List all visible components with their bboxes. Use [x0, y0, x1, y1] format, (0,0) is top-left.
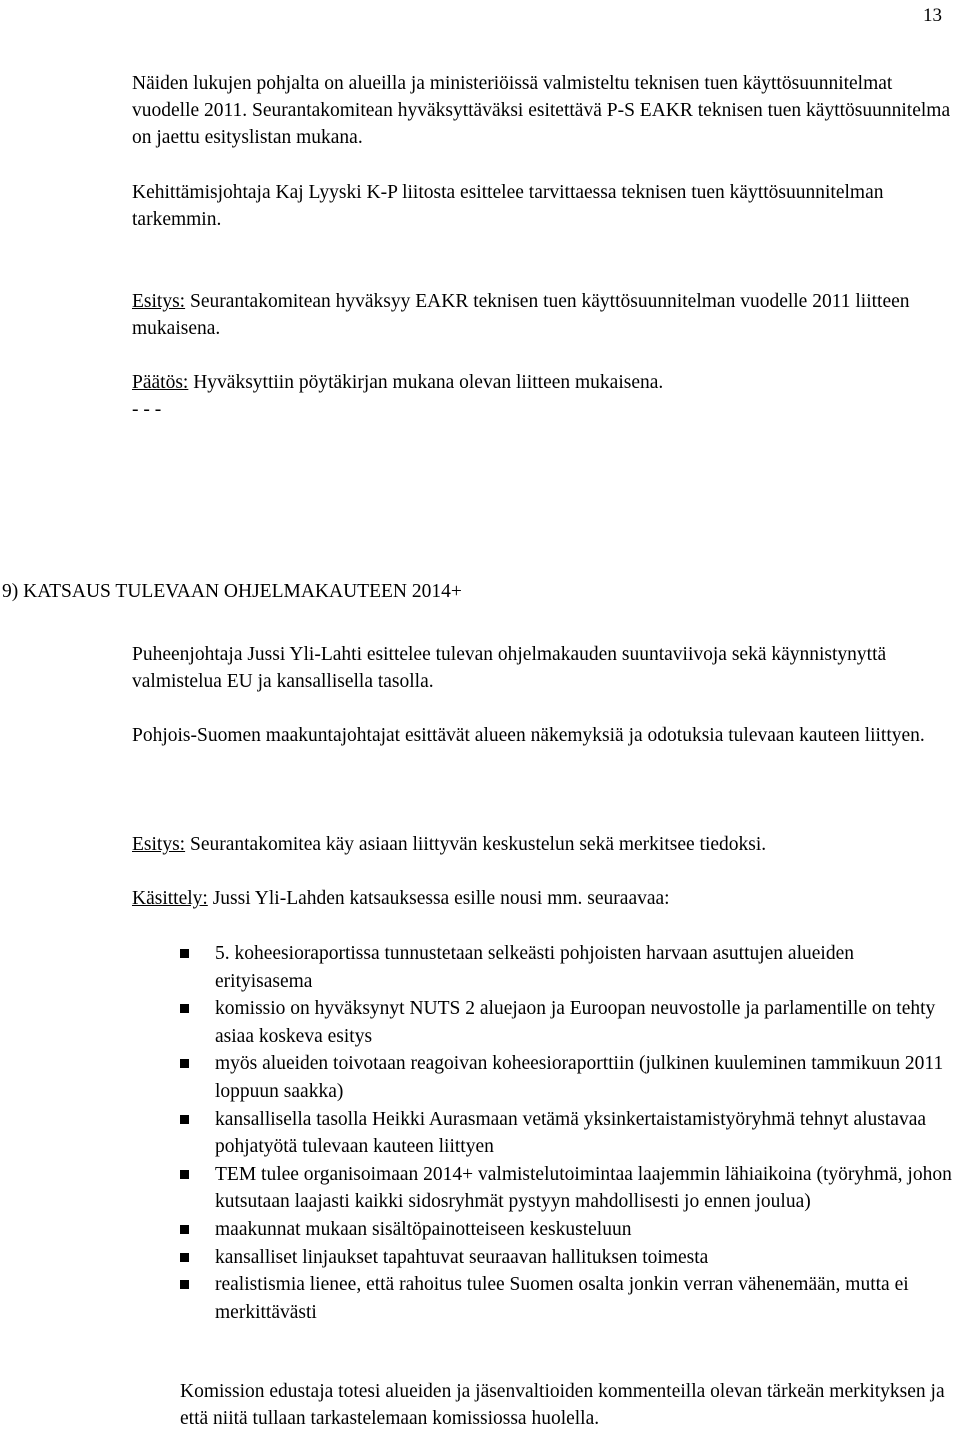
list-item — [180, 995, 955, 1050]
list-item-text: kansallisella tasolla Heikki Aurasmaan vetämä yksinkertaistamistyöryhmä tehnyt alustavaa pohjatyötä tulevaan kauteen liittyen — [215, 1108, 927, 1158]
list-item — [180, 1271, 955, 1326]
paragraph-text: Kehittämisjohtaja Kaj Lyyski K-P liitosta esittelee tarvittaessa teknisen tuen käyttösuunnitelman tarkemmin. — [132, 182, 884, 230]
proposal-label: Esitys: — [132, 291, 186, 312]
square-bullet-icon — [180, 1004, 189, 1013]
paragraph-presenter-lyyski — [132, 179, 952, 233]
proposal-label: Esitys: — [132, 834, 186, 855]
discussion-bullet-list — [180, 940, 955, 1326]
list-item-text: realistismia lienee, että rahoitus tulee Suomen osalta jonkin verran vähenemään, mutta ei merkittävästi — [215, 1274, 909, 1323]
paragraph-text: Pohjois-Suomen maakuntajohtajat esittävät alueen näkemyksiä ja odotuksia tulevaan kauteen liittyen. — [132, 725, 925, 746]
list-item-text: komissio on hyväksynyt NUTS 2 aluejaon ja Euroopan neuvostolle ja parlamentille on tehty asiaa koskeva esitys — [215, 998, 936, 1047]
square-bullet-icon — [180, 1253, 189, 1262]
list-item-text: 5. koheesioraportissa tunnustetaan selkeästi pohjoisten harvaan asuttujen alueiden erityisasema — [215, 943, 854, 992]
proposal-block-2 — [132, 831, 952, 858]
paragraph-chair-presentation — [132, 641, 952, 695]
proposal-body: Seurantakomitea käy asiaan liittyvän keskustelun sekä merkitsee tiedoksi. — [185, 834, 767, 855]
decision-body: Hyväksyttiin pöytäkirjan mukana olevan liitteen mukaisena. — [188, 372, 664, 393]
handling-block — [132, 885, 952, 912]
list-item — [180, 1161, 955, 1216]
paragraph-commission-remark: Komission edustaja totesi alueiden ja jäsenvaltioiden kommenteilla olevan tärkeän merkityksen ja että niitä tullaan tarkastelemaan komissiossa huolella. — [180, 1381, 945, 1429]
list-item — [180, 1050, 955, 1105]
list-item — [180, 1106, 955, 1161]
handling-body: Jussi Yli-Lahden katsauksessa esille nousi mm. seuraavaa: — [207, 888, 670, 909]
square-bullet-icon — [180, 1280, 189, 1289]
separator: - - - — [132, 399, 162, 420]
proposal-block-1 — [132, 288, 952, 342]
list-item — [180, 1244, 955, 1272]
handling-text — [132, 885, 952, 912]
proposal-text — [132, 288, 952, 342]
proposal-text — [132, 831, 952, 858]
paragraph-technical-support-plans — [132, 70, 952, 151]
list-item — [180, 1216, 955, 1244]
square-bullet-icon — [180, 1059, 189, 1068]
section-heading: 9) KATSAUS TULEVAAN OHJELMAKAUTEEN 2014+ — [2, 581, 462, 602]
list-item-text: maakunnat mukaan sisältöpainotteiseen keskusteluun — [215, 1218, 632, 1240]
paragraph-text: Näiden lukujen pohjalta on alueilla ja ministeriöissä valmisteltu teknisen tuen käyttösuunnitelmat vuodelle 2011. Seurantakomitean hyväksyttäväksi esitettävä P-S EAKR teknisen tuen käyttösuunnitelma on jaettu esityslistan mukana. — [132, 73, 951, 148]
square-bullet-icon — [180, 1170, 189, 1179]
proposal-body: Seurantakomitean hyväksyy EAKR teknisen tuen käyttösuunnitelman vuodelle 2011 liitteen mukaisena. — [132, 291, 910, 339]
square-bullet-icon — [180, 1115, 189, 1124]
square-bullet-icon — [180, 1225, 189, 1234]
decision-block-1 — [132, 369, 952, 423]
decision-text — [132, 369, 952, 396]
decision-label: Päätös: — [132, 372, 189, 393]
paragraph-regional-directors — [132, 722, 952, 749]
paragraph-text: Puheenjohtaja Jussi Yli-Lahti esittelee tulevan ohjelmakauden suuntaviivoja sekä käynnistynyttä valmistelua EU ja kansallisella tasolla. — [132, 644, 887, 692]
list-item — [180, 940, 955, 995]
handling-label: Käsittely: — [132, 888, 208, 909]
list-item-text: myös alueiden toivotaan reagoivan koheesioraporttiin (julkinen kuuleminen tammikuun 2011 loppuun saakka) — [215, 1053, 944, 1102]
list-item-text: TEM tulee organisoimaan 2014+ valmistelutoimintaa laajemmin lähiaikoina (työryhmä, johon kutsutaan laajasti kaikki sidosryhmät pystyyn mahdollisesti jo ennen joulua) — [215, 1163, 952, 1213]
list-item-text: kansalliset linjaukset tapahtuvat seuraavan hallituksen toimesta — [215, 1246, 709, 1268]
square-bullet-icon — [180, 949, 189, 958]
page-number: 13 — [923, 5, 942, 26]
